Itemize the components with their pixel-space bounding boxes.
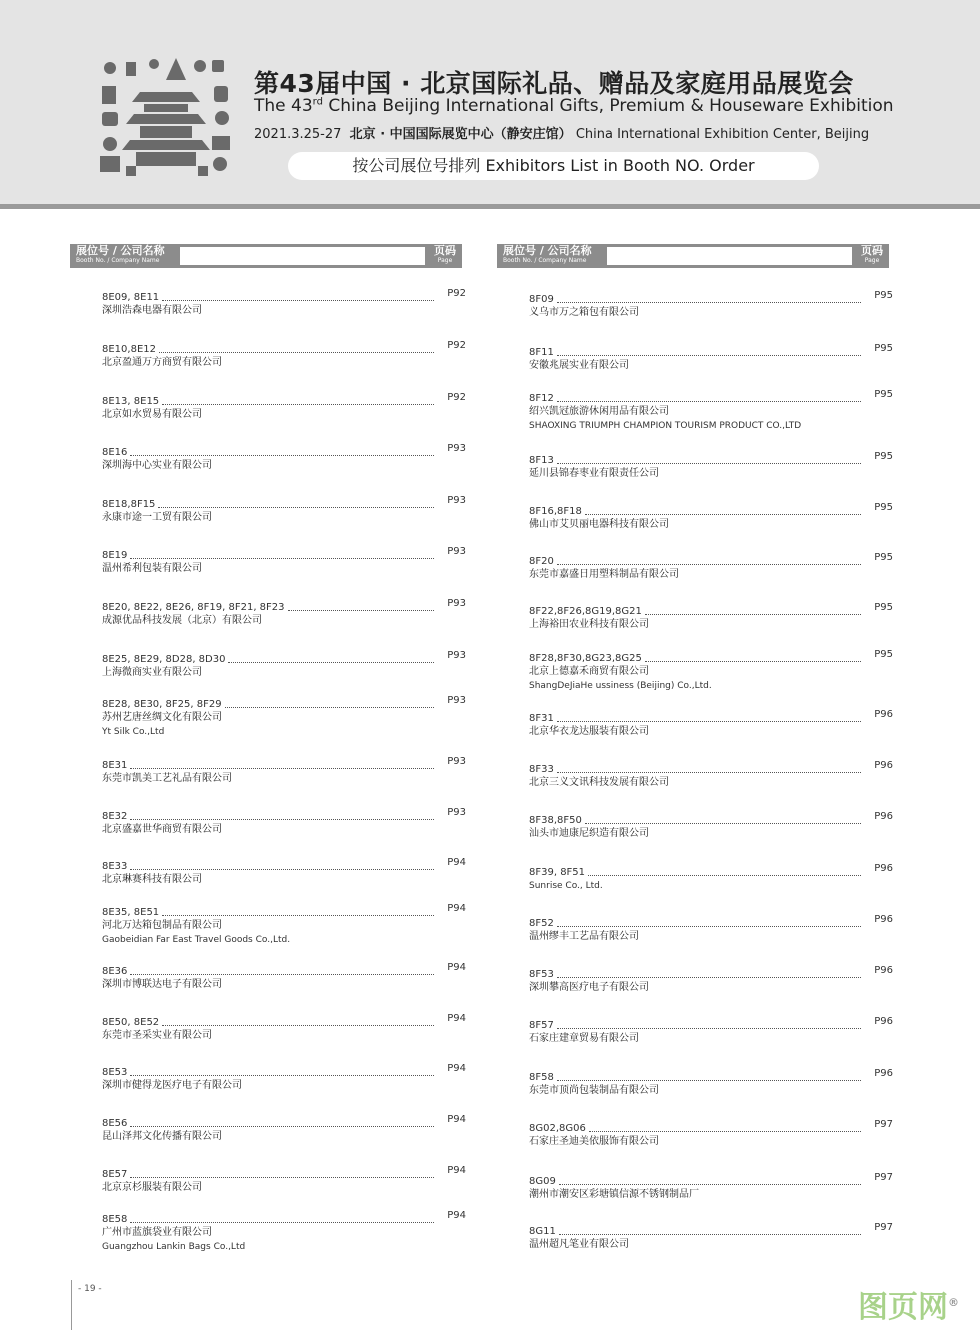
company-name-cn: 温州希利包装有限公司 [102, 563, 202, 574]
booth-number: 8F52 [529, 918, 554, 929]
booth-number: 8E13, 8E15 [102, 396, 160, 407]
dot-leader [645, 661, 861, 662]
booth-company-heading: 展位号 / 公司名称 Booth No. / Company Name [76, 244, 165, 264]
company-name-cn: 潮州市潮安区彩塘镇信源不锈钢制品厂 [529, 1189, 699, 1200]
page-reference: P96 [874, 760, 893, 771]
company-name-cn: 东莞市圣采实业有限公司 [102, 1030, 212, 1041]
booth-line [102, 546, 466, 562]
company-name-cn: 温州超凡笔业有限公司 [529, 1239, 629, 1250]
booth-line [529, 1119, 893, 1135]
exhibitor-entry [102, 650, 466, 680]
dot-leader [162, 1025, 434, 1026]
booth-number: 8E10,8E12 [102, 344, 156, 355]
dot-leader [557, 302, 861, 303]
booth-line [529, 552, 893, 568]
booth-line [529, 914, 893, 930]
dot-leader [557, 926, 861, 927]
page-reference: P94 [447, 1165, 466, 1176]
booth-line [102, 1210, 466, 1226]
company-name-en: Sunrise Co., Ltd. [529, 881, 603, 891]
company-name-cn: 石家庄建章贸易有限公司 [529, 1033, 639, 1044]
exhibitor-entry [102, 340, 466, 370]
booth-line [529, 709, 893, 725]
company-name-cn: 北京盛嘉世华商贸有限公司 [102, 824, 222, 835]
page-reference: P94 [447, 1210, 466, 1221]
page-reference: P97 [874, 1172, 893, 1183]
company-name-cn: 永康市途一工贸有限公司 [102, 512, 212, 523]
booth-line [102, 288, 466, 304]
exhibitor-entry [529, 965, 893, 995]
booth-line [529, 389, 893, 405]
page-reference: P96 [874, 914, 893, 925]
booth-number: 8E35, 8E51 [102, 907, 160, 918]
company-name-cn: 北京盈通万方商贸有限公司 [102, 357, 222, 368]
left-column [70, 244, 466, 1252]
booth-line [529, 811, 893, 827]
booth-line [102, 756, 466, 772]
company-name-cn: 北京如水贸易有限公司 [102, 409, 202, 420]
company-name-en: Yt Silk Co.,Ltd [102, 727, 165, 737]
company-name-cn: 绍兴凯冠旅游休闲用品有限公司 [529, 406, 669, 417]
page-reference: P96 [874, 811, 893, 822]
booth-line [529, 760, 893, 776]
dot-leader [557, 772, 861, 773]
booth-line [529, 451, 893, 467]
booth-number: 8E56 [102, 1118, 128, 1129]
exhibitor-entry [529, 1068, 893, 1098]
venue-en: China International Exhibition Center, Beijing [575, 127, 870, 142]
exhibition-date: 2021.3.25-27 [254, 127, 342, 142]
page-number: - 19 - [78, 1284, 102, 1294]
page-reference: P95 [874, 649, 893, 660]
company-name-cn: 河北万达箱包制品有限公司 [102, 920, 222, 931]
page-reference: P93 [447, 756, 466, 767]
venue-cn: 北京 · 中国国际展览中心（静安庄馆） [349, 127, 572, 142]
dot-leader [130, 1075, 434, 1076]
table-header [70, 244, 462, 268]
booth-number: 8F13 [529, 455, 554, 466]
dot-leader [162, 915, 434, 916]
booth-number: 8F53 [529, 969, 554, 980]
company-name-cn: 温州缪丰工艺品有限公司 [529, 931, 639, 942]
company-name-cn: 北京上德嘉禾商贸有限公司 [529, 666, 649, 677]
company-name-cn: 北京京杉服装有限公司 [102, 1182, 202, 1193]
page-reference: P93 [447, 695, 466, 706]
page-reference: P92 [447, 288, 466, 299]
exhibitor-entry [529, 290, 893, 320]
booth-company-heading: 展位号 / 公司名称 Booth No. / Company Name [503, 244, 592, 264]
exhibition-logo-icon [96, 52, 236, 176]
booth-number: 8E50, 8E52 [102, 1017, 160, 1028]
dot-leader [159, 352, 434, 353]
booth-line [102, 443, 466, 459]
page-reference: P95 [874, 451, 893, 462]
company-name-cn: 苏州艺唐丝绸文化有限公司 [102, 712, 222, 723]
company-name-cn: 上海微商实业有限公司 [102, 667, 202, 678]
page-heading: 页码 Page [861, 244, 883, 264]
company-name-cn: 石家庄圣迪美依服饰有限公司 [529, 1136, 659, 1147]
exhibitor-entry [529, 863, 893, 893]
exhibitor-entry [529, 760, 893, 790]
booth-number: 8E58 [102, 1214, 128, 1225]
booth-number: 8F38,8F50 [529, 815, 582, 826]
booth-line [529, 1068, 893, 1084]
booth-number: 8E33 [102, 861, 128, 872]
booth-number: 8E53 [102, 1067, 128, 1078]
exhibitor-entry [102, 1165, 466, 1195]
page-reference: P92 [447, 392, 466, 403]
watermark: 图页网® [858, 1290, 959, 1325]
dot-leader [557, 977, 861, 978]
page-reference: P94 [447, 1063, 466, 1074]
company-name-cn: 深圳攀高医疗电子有限公司 [529, 982, 649, 993]
dot-leader [557, 564, 861, 565]
company-name-cn: 安徽兆展实业有限公司 [529, 360, 629, 371]
company-name-cn: 佛山市艾贝丽电器科技有限公司 [529, 519, 669, 530]
exhibitor-entry [529, 1222, 893, 1252]
booth-line [102, 807, 466, 823]
exhibitor-entry [102, 443, 466, 473]
dot-leader [589, 1131, 861, 1132]
page-reference: P93 [447, 443, 466, 454]
exhibitor-entry [529, 811, 893, 841]
dot-leader [585, 823, 861, 824]
exhibitor-entry [102, 392, 466, 422]
booth-number: 8F58 [529, 1072, 554, 1083]
page-reference: P96 [874, 1068, 893, 1079]
page-reference: P96 [874, 863, 893, 874]
company-name-cn: 深圳浩森电器有限公司 [102, 305, 202, 316]
dot-leader [130, 455, 434, 456]
booth-line [102, 650, 466, 666]
booth-number: 8F22,8F26,8G19,8G21 [529, 606, 642, 617]
header-blank-field [180, 247, 425, 265]
dot-leader [162, 404, 434, 405]
page-reference: P94 [447, 857, 466, 868]
exhibitor-entry [102, 495, 466, 525]
company-name-cn: 义乌市万之箱包有限公司 [529, 307, 639, 318]
header-blank-field [607, 247, 852, 265]
dot-leader [557, 721, 861, 722]
page-reference: P95 [874, 290, 893, 301]
dot-leader [559, 1234, 861, 1235]
dot-leader [130, 869, 434, 870]
booth-number: 8F33 [529, 764, 554, 775]
page-reference: P96 [874, 1016, 893, 1027]
booth-number: 8E25, 8E29, 8D28, 8D30 [102, 654, 226, 665]
dot-leader [225, 707, 434, 708]
page-reference: P96 [874, 965, 893, 976]
company-name-cn: 昆山泽邦文化传播有限公司 [102, 1131, 222, 1142]
exhibitor-entry [102, 546, 466, 576]
page-reference: P94 [447, 1013, 466, 1024]
page-reference: P94 [447, 1114, 466, 1125]
page-reference: P93 [447, 546, 466, 557]
booth-line [529, 1016, 893, 1032]
booth-line [102, 392, 466, 408]
page-reference: P97 [874, 1119, 893, 1130]
exhibitor-entry [102, 857, 466, 887]
company-name-cn: 深圳市健得龙医疗电子有限公司 [102, 1080, 242, 1091]
booth-line [102, 1013, 466, 1029]
title-en-suffix: China Beijing International Gifts, Premium & Houseware Exhibition [322, 96, 894, 116]
company-name-cn: 北京三义文讯科技发展有限公司 [529, 777, 669, 788]
exhibitor-entry [102, 1210, 466, 1254]
page-reference: P93 [447, 807, 466, 818]
booth-line [529, 1172, 893, 1188]
booth-number: 8G02,8G06 [529, 1123, 586, 1134]
dot-leader [557, 1080, 861, 1081]
booth-line [102, 340, 466, 356]
company-name-en: ShangDeJiaHe ussiness (Beijing) Co.,Ltd. [529, 681, 712, 691]
booth-number: 8F39, 8F51 [529, 867, 586, 878]
exhibitor-entry [102, 1013, 466, 1043]
booth-line [102, 1114, 466, 1130]
booth-number: 8G11 [529, 1226, 556, 1237]
dot-leader [162, 300, 434, 301]
page-reference: P93 [447, 598, 466, 609]
company-name-cn: 深圳市博联达电子有限公司 [102, 979, 222, 990]
booth-number: 8F09 [529, 294, 554, 305]
exhibitor-entry [529, 552, 893, 582]
company-name-en: Gaobeidian Far East Travel Goods Co.,Ltd. [102, 935, 291, 945]
booth-line [529, 649, 893, 665]
exhibitor-entry [529, 1172, 893, 1202]
exhibitor-entry [529, 1016, 893, 1046]
title-en-prefix: The 43 [254, 96, 313, 116]
company-name-cn: 东莞市嘉盛日用塑料制品有限公司 [529, 569, 679, 580]
booth-line [529, 290, 893, 306]
page-reference: P93 [447, 495, 466, 506]
company-name-en: SHAOXING TRIUMPH CHAMPION TOURISM PRODUCT CO.,LTD [529, 421, 802, 431]
dot-leader [130, 558, 434, 559]
page-reference: P97 [874, 1222, 893, 1233]
dot-leader [130, 768, 434, 769]
booth-line [102, 1063, 466, 1079]
dot-leader [130, 1126, 434, 1127]
date-venue-line [254, 123, 869, 142]
booth-line [529, 602, 893, 618]
booth-number: 8F28,8F30,8G23,8G25 [529, 653, 642, 664]
exhibitor-entry [102, 288, 466, 318]
booth-number: 8E19 [102, 550, 128, 561]
exhibitor-entry [529, 1119, 893, 1149]
exhibitor-entry [102, 1063, 466, 1093]
page-reference: P93 [447, 650, 466, 661]
dot-leader [557, 401, 861, 402]
dot-leader [557, 1028, 861, 1029]
booth-line [102, 962, 466, 978]
exhibitor-entry [529, 343, 893, 373]
dot-leader [130, 974, 434, 975]
booth-number: 8F12 [529, 393, 554, 404]
exhibitor-entry [102, 807, 466, 837]
page-reference: P94 [447, 962, 466, 973]
exhibitor-entry [529, 709, 893, 739]
booth-number: 8E18,8F15 [102, 499, 156, 510]
booth-number: 8F57 [529, 1020, 554, 1031]
dot-leader [130, 1222, 434, 1223]
booth-line [102, 495, 466, 511]
booth-number: 8F20 [529, 556, 554, 567]
booth-number: 8E57 [102, 1169, 128, 1180]
table-header [497, 244, 889, 268]
booth-number: 8F31 [529, 713, 554, 724]
exhibitor-entry [529, 389, 893, 433]
title-en-ordinal: rd [312, 96, 323, 108]
company-name-cn: 东莞市顶尚包装制品有限公司 [529, 1085, 659, 1096]
booth-line [529, 1222, 893, 1238]
booth-number: 8E20, 8E22, 8E26, 8F19, 8F21, 8F23 [102, 602, 285, 613]
exhibition-title-en [254, 96, 894, 116]
company-name-cn: 北京琳赛科技有限公司 [102, 874, 202, 885]
company-name-en: Guangzhou Lankin Bags Co.,Ltd [102, 1242, 246, 1252]
booth-number: 8E36 [102, 966, 128, 977]
dot-leader [288, 610, 434, 611]
dot-leader [130, 819, 434, 820]
list-title-banner: 按公司展位号排列 Exhibitors List in Booth NO. Order [288, 152, 819, 180]
exhibitor-entry [529, 649, 893, 693]
booth-line [529, 863, 893, 879]
booth-line [102, 1165, 466, 1181]
dot-leader [228, 662, 434, 663]
dot-leader [557, 463, 861, 464]
page-reference: P94 [447, 903, 466, 914]
exhibitor-entry [102, 903, 466, 947]
page-heading: 页码 Page [434, 244, 456, 264]
booth-number: 8F16,8F18 [529, 506, 582, 517]
company-name-cn: 东莞市凯美工艺礼品有限公司 [102, 773, 232, 784]
company-name-cn: 汕头市迪康尼织造有限公司 [529, 828, 649, 839]
dot-leader [557, 355, 861, 356]
page-header [0, 0, 980, 209]
booth-number: 8E28, 8E30, 8F25, 8F29 [102, 699, 222, 710]
booth-number: 8E31 [102, 760, 128, 771]
page-reference: P95 [874, 502, 893, 513]
booth-number: 8F11 [529, 347, 554, 358]
booth-number: 8G09 [529, 1176, 556, 1187]
page-reference: P92 [447, 340, 466, 351]
exhibitor-entry [529, 602, 893, 632]
page-reference: P95 [874, 552, 893, 563]
booth-line [102, 857, 466, 873]
company-name-cn: 上海裕田农业科技有限公司 [529, 619, 649, 630]
booth-line [529, 343, 893, 359]
exhibitor-entry [102, 1114, 466, 1144]
footer-rule [71, 1280, 72, 1330]
company-name-cn: 成源优品科技发展（北京）有限公司 [102, 615, 262, 626]
exhibitor-entry [102, 756, 466, 786]
booth-line [529, 965, 893, 981]
exhibitor-entry [102, 695, 466, 739]
exhibitor-entry [529, 914, 893, 944]
page-reference: P95 [874, 343, 893, 354]
booth-number: 8E09, 8E11 [102, 292, 160, 303]
exhibitor-entry [529, 502, 893, 532]
booth-number: 8E16 [102, 447, 128, 458]
exhibition-title-cn: 第43届中国 · 北京国际礼品、赠品及家庭用品展览会 [254, 69, 854, 98]
dot-leader [585, 514, 861, 515]
page-reference: P95 [874, 389, 893, 400]
booth-number: 8E32 [102, 811, 128, 822]
dot-leader [559, 1184, 861, 1185]
company-name-cn: 广州市蓝旗袋业有限公司 [102, 1227, 212, 1238]
dot-leader [158, 507, 434, 508]
company-name-cn: 延川县锦春枣业有限责任公司 [529, 468, 659, 479]
booth-line [102, 695, 466, 711]
company-name-cn: 深圳海中心实业有限公司 [102, 460, 212, 471]
dot-leader [130, 1177, 434, 1178]
exhibitor-entry [102, 962, 466, 992]
exhibitor-entry [102, 598, 466, 628]
booth-line [529, 502, 893, 518]
dot-leader [645, 614, 861, 615]
company-name-cn: 北京华衣龙达服装有限公司 [529, 726, 649, 737]
page-reference: P95 [874, 602, 893, 613]
booth-line [102, 903, 466, 919]
exhibitor-entry [529, 451, 893, 481]
dot-leader [588, 875, 861, 876]
right-column [497, 244, 893, 1250]
booth-line [102, 598, 466, 614]
page-reference: P96 [874, 709, 893, 720]
